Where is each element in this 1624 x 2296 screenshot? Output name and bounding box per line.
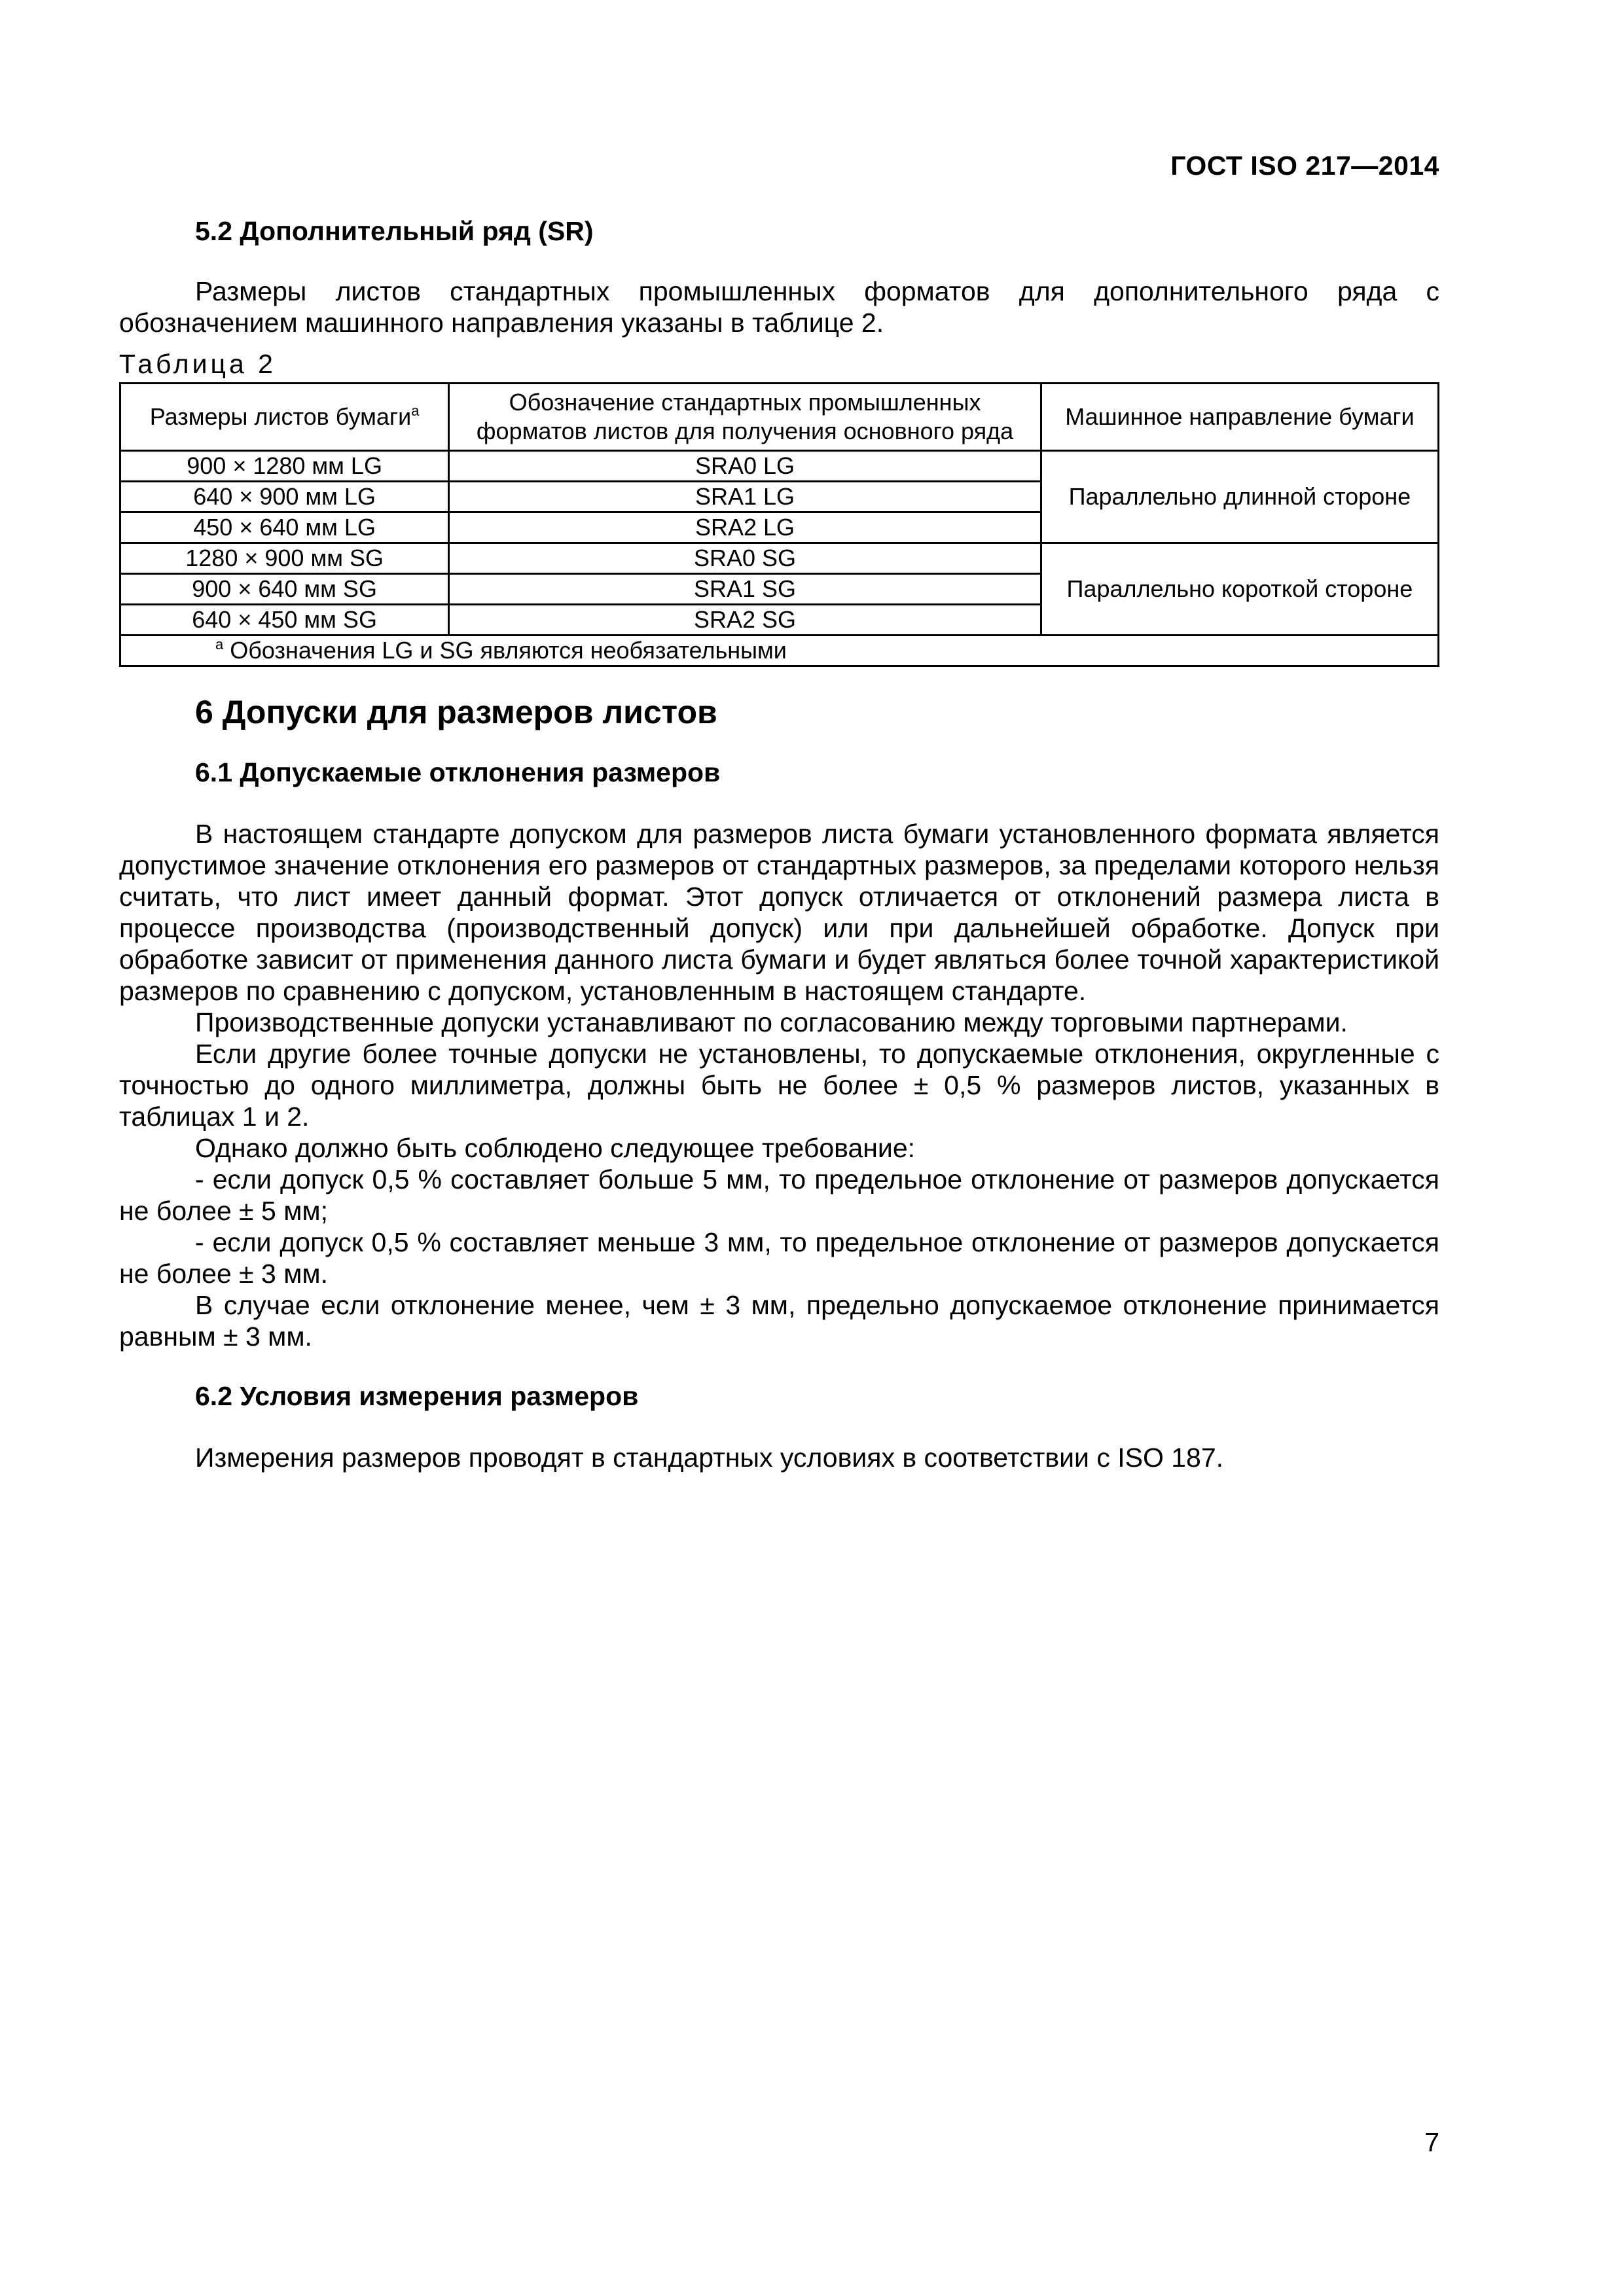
cell-size: 640 × 900 мм LG [120,482,449,512]
table-header-row [120,384,1439,451]
section-6-1-list-item: - если допуск 0,5 % составляет меньше 3 мм, то предельное отклонение от размеров допускается не более ± 3 мм. [119,1227,1439,1289]
section-5-2-title: 5.2 Дополнительный ряд (SR) [195,216,594,246]
cell-size: 450 × 640 мм LG [120,512,449,543]
cell-designation: SRA2 SG [449,605,1041,636]
cell-size: 900 × 640 мм SG [120,574,449,605]
cell-designation: SRA0 SG [449,543,1041,574]
cell-direction-long: Параллельно длинной стороне [1041,451,1438,543]
table-footnote-row [120,636,1439,666]
cell-designation: SRA1 SG [449,574,1041,605]
section-5-2-text: Размеры листов стандартных промышленных форматов для дополнительного ряда с обозначением машинного направления указаны в таблице 2. [119,276,1439,338]
page-content [119,216,1439,1473]
header-sheet-size: Размеры листов бумаги$^a$ [120,384,449,451]
section-6-1-paragraph: В настоящем стандарте допуском для размеров листа бумаги установленного формата является допустимое значение отклонения его размеров от стандартных размеров, за пределами которого нельзя считать, что лист имеет данный формат. Этот допуск отличается от отклонений размера листа в процессе производства (производственный допуск) или при дальнейшей обработке. Допуск при обработке зависит от применения данного листа бумаги и будет являться более точной характеристикой размеров по сравнению с допуском, установленным в настоящем стандарте. [119,819,1439,1006]
table-row [120,543,1439,574]
cell-size: 1280 × 900 мм SG [120,543,449,574]
section-6-2-title: 6.2 Условия измерения размеров [195,1381,639,1411]
header-designation: Обозначение стандартных промышленных форматов листов для получения основного ряда [449,384,1041,451]
cell-designation: SRA1 LG [449,482,1041,512]
section-6-1-paragraph: Однако должно быть соблюдено следующее требование: [195,1133,916,1163]
document-code: ГОСТ ISO 217—2014 [1170,151,1439,181]
section-6-title: 6 Допуски для размеров листов [195,694,717,730]
section-6-1-paragraph: Производственные допуски устанавливают по согласованию между торговыми партнерами. [195,1007,1348,1037]
table-2 [119,382,1439,667]
section-6-1-paragraph: Если другие более точные допуски не установлены, то допускаемые отклонения, округленные с точностью до одного миллиметра, должны быть не более ± 0,5 % размеров листов, указанных в таблицах 1 и 2. [119,1039,1439,1132]
table-2-caption: Таблица 2 [119,349,276,379]
section-6-1-paragraph: В случае если отклонение менее, чем ± 3 мм, предельно допускаемое отклонение принимается равным ± 3 мм. [119,1290,1439,1352]
header-machine-direction: Машинное направление бумаги [1041,384,1438,451]
table-row [120,451,1439,482]
section-6-2-text: Измерения размеров проводят в стандартных условиях в соответствии с ISO 187. [195,1443,1224,1473]
cell-direction-short: Параллельно короткой стороне [1041,543,1438,636]
cell-designation: SRA2 LG [449,512,1041,543]
section-6-1-list-item: - если допуск 0,5 % составляет больше 5 мм, то предельное отклонение от размеров допускается не более ± 5 мм; [119,1164,1439,1226]
cell-size: 640 × 450 мм SG [120,605,449,636]
page-number: 7 [1424,2127,1439,2157]
cell-size: 900 × 1280 мм LG [120,451,449,482]
cell-designation: SRA0 LG [449,451,1041,482]
section-6-1-title: 6.1 Допускаемые отклонения размеров [195,757,721,787]
table-footnote: $^a$ Обозначения LG и SG являются необязательными [120,636,1439,666]
